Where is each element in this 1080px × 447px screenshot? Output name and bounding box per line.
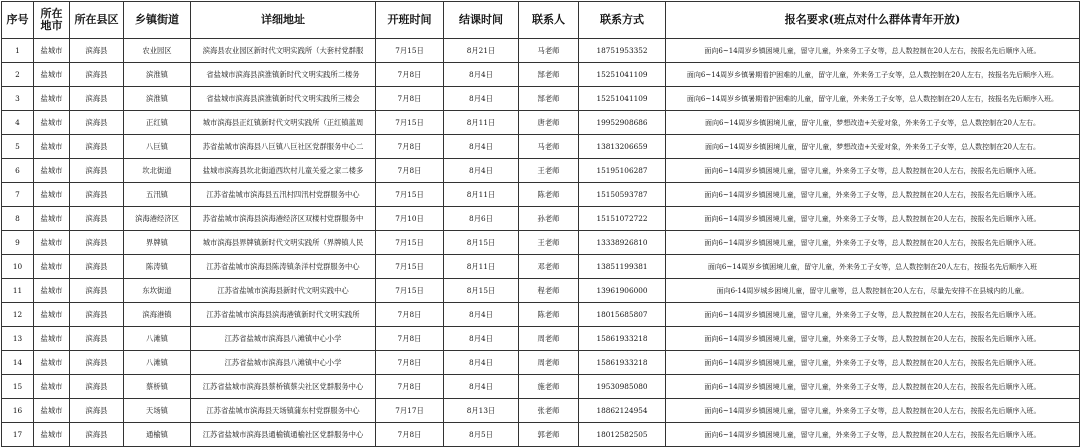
city-cell: 盐城市 xyxy=(34,423,70,447)
row-index: 5 xyxy=(2,135,34,159)
end-date-cell: 8月4日 xyxy=(444,327,519,351)
city-cell: 盐城市 xyxy=(34,159,70,183)
end-date-cell: 8月4日 xyxy=(444,135,519,159)
town-cell: 八滩镇 xyxy=(124,327,191,351)
header-town: 乡镇街道 xyxy=(124,2,191,39)
header-start-date: 开班时间 xyxy=(376,2,444,39)
address-cell: 江苏省盐城市滨海县天场镇蒲东村党群服务中心 xyxy=(191,399,376,423)
row-index: 14 xyxy=(2,351,34,375)
row-index: 1 xyxy=(2,39,34,63)
contact-cell: 施老师 xyxy=(519,375,579,399)
contact-cell: 张老师 xyxy=(519,399,579,423)
requirements-cell: 面向6~14周岁乡镇困境儿童，留守儿童，外来务工子女等，总人数控制在20人左右，按报名先后顺序入班。 xyxy=(666,399,1080,423)
contact-cell: 郜老师 xyxy=(519,63,579,87)
table-row xyxy=(2,351,1080,375)
header-requirements: 报名要求(班点对什么群体青年开放) xyxy=(666,2,1080,39)
contact-cell: 周老师 xyxy=(519,351,579,375)
address-cell: 江苏省盐城市滨海县蔡桥镇蔡尖社区党群服务中心 xyxy=(191,375,376,399)
town-cell: 八巨镇 xyxy=(124,135,191,159)
header-address: 详细地址 xyxy=(191,2,376,39)
phone-cell: 18751953352 xyxy=(579,39,666,63)
start-date-cell: 7月8日 xyxy=(376,159,444,183)
requirements-cell: 面向6~14周岁乡镇暑期看护困难的儿童，留守儿童，外来务工子女等，总人数控制在20人左右，按报名先后顺序入班。 xyxy=(666,63,1080,87)
requirements-cell: 面向6~14周岁乡镇困境儿童，留守儿童，外来务工子女等，总人数控制在20人左右，按报名先后顺序入班。 xyxy=(666,303,1080,327)
table-row xyxy=(2,255,1080,279)
contact-cell: 陈老师 xyxy=(519,183,579,207)
end-date-cell: 8月4日 xyxy=(444,87,519,111)
table-row xyxy=(2,231,1080,255)
contact-cell: 邓老师 xyxy=(519,255,579,279)
header-county: 所在县区 xyxy=(70,2,124,39)
city-cell: 盐城市 xyxy=(34,399,70,423)
header-contact: 联系人 xyxy=(519,2,579,39)
header-end-date: 结课时间 xyxy=(444,2,519,39)
contact-cell: 唐老师 xyxy=(519,111,579,135)
county-cell: 滨海县 xyxy=(70,327,124,351)
requirements-cell: 面向6~14周岁乡镇困境儿童，留守儿童，外来务工子女等，总人数控制在20人左右，按报名先后顺序入班。 xyxy=(666,39,1080,63)
table-row xyxy=(2,63,1080,87)
city-cell: 盐城市 xyxy=(34,279,70,303)
table-row xyxy=(2,159,1080,183)
city-cell: 盐城市 xyxy=(34,207,70,231)
requirements-cell: 面向6~14周岁乡镇困境儿童，留守儿童，外来务工子女等，总人数控制在20人左右，按报名先后顺序入班。 xyxy=(666,159,1080,183)
table-row xyxy=(2,135,1080,159)
phone-cell: 15251041109 xyxy=(579,87,666,111)
end-date-cell: 8月4日 xyxy=(444,351,519,375)
row-index: 15 xyxy=(2,375,34,399)
city-cell: 盐城市 xyxy=(34,87,70,111)
contact-cell: 马老师 xyxy=(519,135,579,159)
row-index: 4 xyxy=(2,111,34,135)
city-cell: 盐城市 xyxy=(34,255,70,279)
county-cell: 滨海县 xyxy=(70,423,124,447)
county-cell: 滨海县 xyxy=(70,63,124,87)
start-date-cell: 7月8日 xyxy=(376,63,444,87)
city-cell: 盐城市 xyxy=(34,327,70,351)
row-index: 2 xyxy=(2,63,34,87)
start-date-cell: 7月8日 xyxy=(376,135,444,159)
city-cell: 盐城市 xyxy=(34,39,70,63)
end-date-cell: 8月6日 xyxy=(444,207,519,231)
address-cell: 江苏省盐城市滨海县新时代文明实践中心 xyxy=(191,279,376,303)
county-cell: 滨海县 xyxy=(70,135,124,159)
phone-cell: 13851199381 xyxy=(579,255,666,279)
contact-cell: 王老师 xyxy=(519,159,579,183)
requirements-cell: 面向6~14周岁乡镇困境儿童，留守儿童，梦想改造+关爱对象，外来务工子女等，总人数控制在20人左右。 xyxy=(666,135,1080,159)
requirements-cell: 面向6~14周岁乡镇困境儿童，留守儿童，外来务工子女等，总人数控制在20人左右，按报名先后顺序入班。 xyxy=(666,207,1080,231)
town-cell: 天场镇 xyxy=(124,399,191,423)
requirements-cell: 面向6~14周岁乡镇困境儿童，留守儿童，外来务工子女等，总人数控制在20人左右，按报名先后顺序入班。 xyxy=(666,327,1080,351)
county-cell: 滨海县 xyxy=(70,159,124,183)
county-cell: 滨海县 xyxy=(70,375,124,399)
start-date-cell: 7月15日 xyxy=(376,111,444,135)
table-row xyxy=(2,303,1080,327)
start-date-cell: 7月15日 xyxy=(376,183,444,207)
contact-cell: 马老师 xyxy=(519,39,579,63)
table-row xyxy=(2,399,1080,423)
address-cell: 滨海县农业园区新时代文明实践所（大套村党群服 xyxy=(191,39,376,63)
requirements-cell: 面向6~14周岁乡镇困境儿童，留守儿童，外来务工子女等，总人数控制在20人左右，按报名先后顺序入班。 xyxy=(666,423,1080,447)
requirements-cell: 面向6~14周岁乡镇困境儿童，留守儿童，外来务工子女等，总人数控制在20人左右，按报名先后顺序入班。 xyxy=(666,351,1080,375)
requirements-cell: 面向6~14周岁乡镇困境儿童，留守儿童，外来务工子女等，总人数控制在20人左右，按报名先后顺序入班。 xyxy=(666,375,1080,399)
city-cell: 盐城市 xyxy=(34,63,70,87)
contact-cell: 郭老师 xyxy=(519,423,579,447)
start-date-cell: 7月10日 xyxy=(376,207,444,231)
end-date-cell: 8月4日 xyxy=(444,159,519,183)
county-cell: 滨海县 xyxy=(70,111,124,135)
phone-cell: 15251041109 xyxy=(579,63,666,87)
header-index: 序号 xyxy=(2,2,34,39)
county-cell: 滨海县 xyxy=(70,231,124,255)
start-date-cell: 7月17日 xyxy=(376,399,444,423)
row-index: 10 xyxy=(2,255,34,279)
end-date-cell: 8月4日 xyxy=(444,375,519,399)
county-cell: 滨海县 xyxy=(70,279,124,303)
phone-cell: 19952908686 xyxy=(579,111,666,135)
town-cell: 正红镇 xyxy=(124,111,191,135)
start-date-cell: 7月8日 xyxy=(376,327,444,351)
table-row xyxy=(2,423,1080,447)
requirements-cell: 面向6-14周岁城乡困境儿童，留守儿童等，总人数控制在20人左右，尽量先安排不在县城内的儿童。 xyxy=(666,279,1080,303)
county-cell: 滨海县 xyxy=(70,207,124,231)
end-date-cell: 8月4日 xyxy=(444,63,519,87)
requirements-cell: 面向6~14周岁乡镇困境儿童，留守儿童，梦想改造+关爱对象，外来务工子女等，总人数控制在20人左右。 xyxy=(666,111,1080,135)
town-cell: 蔡桥镇 xyxy=(124,375,191,399)
address-cell: 江苏省盐城市滨海县滨海港镇新时代文明实践所 xyxy=(191,303,376,327)
start-date-cell: 7月15日 xyxy=(376,231,444,255)
table-row xyxy=(2,111,1080,135)
end-date-cell: 8月13日 xyxy=(444,399,519,423)
town-cell: 界牌镇 xyxy=(124,231,191,255)
phone-cell: 13338926810 xyxy=(579,231,666,255)
town-cell: 通榆镇 xyxy=(124,423,191,447)
phone-cell: 18012582505 xyxy=(579,423,666,447)
end-date-cell: 8月15日 xyxy=(444,231,519,255)
county-cell: 滨海县 xyxy=(70,39,124,63)
county-cell: 滨海县 xyxy=(70,303,124,327)
end-date-cell: 8月15日 xyxy=(444,279,519,303)
end-date-cell: 8月11日 xyxy=(444,183,519,207)
town-cell: 陈涛镇 xyxy=(124,255,191,279)
address-cell: 省盐城市滨海县滨淮镇新时代文明实践所三楼会 xyxy=(191,87,376,111)
town-cell: 坎北街道 xyxy=(124,159,191,183)
phone-cell: 13961906000 xyxy=(579,279,666,303)
row-index: 12 xyxy=(2,303,34,327)
start-date-cell: 7月8日 xyxy=(376,87,444,111)
town-cell: 滨海港镇 xyxy=(124,303,191,327)
requirements-cell: 面向6~14周岁乡镇困境儿童，留守儿童，外来务工子女等，总人数控制在20人左右，按报名先后顺序入班。 xyxy=(666,183,1080,207)
city-cell: 盐城市 xyxy=(34,135,70,159)
county-cell: 滨海县 xyxy=(70,183,124,207)
city-cell: 盐城市 xyxy=(34,375,70,399)
address-cell: 苏省盐城市滨海县八巨镇八巨社区党群服务中心二 xyxy=(191,135,376,159)
contact-cell: 周老师 xyxy=(519,327,579,351)
header-phone: 联系方式 xyxy=(579,2,666,39)
row-index: 7 xyxy=(2,183,34,207)
town-cell: 农业园区 xyxy=(124,39,191,63)
address-cell: 江苏省盐城市滨海县陈涛镇条洋村党群服务中心 xyxy=(191,255,376,279)
address-cell: 盐城市滨海县坎北街道西坎村儿童关爱之家二楼多 xyxy=(191,159,376,183)
phone-cell: 15195106287 xyxy=(579,159,666,183)
end-date-cell: 8月4日 xyxy=(444,303,519,327)
registration-table xyxy=(1,1,1080,447)
address-cell: 江苏省盐城市滨海县通榆镇通榆社区党群服务中心 xyxy=(191,423,376,447)
row-index: 9 xyxy=(2,231,34,255)
city-cell: 盐城市 xyxy=(34,183,70,207)
requirements-cell: 面向6~14周岁乡镇困境儿童，留守儿童，外来务工子女等，总人数控制在20人左右，按报名先后顺序入班。 xyxy=(666,231,1080,255)
address-cell: 江苏省盐城市滨海县八滩镇中心小学 xyxy=(191,327,376,351)
phone-cell: 18015685807 xyxy=(579,303,666,327)
address-cell: 江苏省盐城市滨海县八滩镇中心小学 xyxy=(191,351,376,375)
header-city: 所在地市 xyxy=(34,2,70,39)
town-cell: 滨海港经济区 xyxy=(124,207,191,231)
requirements-cell: 面向6~14周岁乡镇暑期看护困难的儿童，留守儿童，外来务工子女等，总人数控制在20人左右，按报名先后顺序入班。 xyxy=(666,87,1080,111)
contact-cell: 孙老师 xyxy=(519,207,579,231)
table-row xyxy=(2,279,1080,303)
city-cell: 盐城市 xyxy=(34,111,70,135)
row-index: 17 xyxy=(2,423,34,447)
phone-cell: 15151072722 xyxy=(579,207,666,231)
start-date-cell: 7月8日 xyxy=(376,375,444,399)
end-date-cell: 8月5日 xyxy=(444,423,519,447)
row-index: 6 xyxy=(2,159,34,183)
row-index: 11 xyxy=(2,279,34,303)
table-row xyxy=(2,39,1080,63)
row-index: 13 xyxy=(2,327,34,351)
start-date-cell: 7月8日 xyxy=(376,351,444,375)
end-date-cell: 8月11日 xyxy=(444,255,519,279)
town-cell: 八滩镇 xyxy=(124,351,191,375)
phone-cell: 15150593787 xyxy=(579,183,666,207)
town-cell: 滨淮镇 xyxy=(124,87,191,111)
table-row xyxy=(2,87,1080,111)
county-cell: 滨海县 xyxy=(70,351,124,375)
address-cell: 江苏省盐城市滨海县五汛村四汛村党群服务中心 xyxy=(191,183,376,207)
end-date-cell: 8月21日 xyxy=(444,39,519,63)
row-index: 3 xyxy=(2,87,34,111)
city-cell: 盐城市 xyxy=(34,231,70,255)
start-date-cell: 7月15日 xyxy=(376,279,444,303)
requirements-cell: 面向6~14周岁乡镇困境儿童，留守儿童，外来务工子女等，总人数控制在20人左右，按报名先后顺序入班 xyxy=(666,255,1080,279)
contact-cell: 程老师 xyxy=(519,279,579,303)
start-date-cell: 7月8日 xyxy=(376,303,444,327)
phone-cell: 13813206659 xyxy=(579,135,666,159)
county-cell: 滨海县 xyxy=(70,87,124,111)
row-index: 16 xyxy=(2,399,34,423)
start-date-cell: 7月8日 xyxy=(376,423,444,447)
table-row xyxy=(2,327,1080,351)
town-cell: 东坎街道 xyxy=(124,279,191,303)
town-cell: 五汛镇 xyxy=(124,183,191,207)
address-cell: 省盐城市滨海县滨淮镇新时代文明实践所二楼务 xyxy=(191,63,376,87)
phone-cell: 15861933218 xyxy=(579,327,666,351)
contact-cell: 王老师 xyxy=(519,231,579,255)
county-cell: 滨海县 xyxy=(70,399,124,423)
phone-cell: 19530985080 xyxy=(579,375,666,399)
phone-cell: 18862124954 xyxy=(579,399,666,423)
table-row xyxy=(2,207,1080,231)
header-row xyxy=(2,2,1080,39)
table-row xyxy=(2,375,1080,399)
table-row xyxy=(2,183,1080,207)
address-cell: 城市滨海县正红镇新时代文明实践所（正红镇蓝周 xyxy=(191,111,376,135)
city-cell: 盐城市 xyxy=(34,303,70,327)
town-cell: 滨淮镇 xyxy=(124,63,191,87)
city-cell: 盐城市 xyxy=(34,351,70,375)
end-date-cell: 8月11日 xyxy=(444,111,519,135)
county-cell: 滨海县 xyxy=(70,255,124,279)
start-date-cell: 7月15日 xyxy=(376,255,444,279)
address-cell: 苏省盐城市滨海县滨海港经济区双楼村党群服务中 xyxy=(191,207,376,231)
contact-cell: 郜老师 xyxy=(519,87,579,111)
phone-cell: 15861933218 xyxy=(579,351,666,375)
address-cell: 城市滨海县界牌镇新时代文明实践所（界牌镇人民 xyxy=(191,231,376,255)
start-date-cell: 7月15日 xyxy=(376,39,444,63)
row-index: 8 xyxy=(2,207,34,231)
contact-cell: 陈老师 xyxy=(519,303,579,327)
